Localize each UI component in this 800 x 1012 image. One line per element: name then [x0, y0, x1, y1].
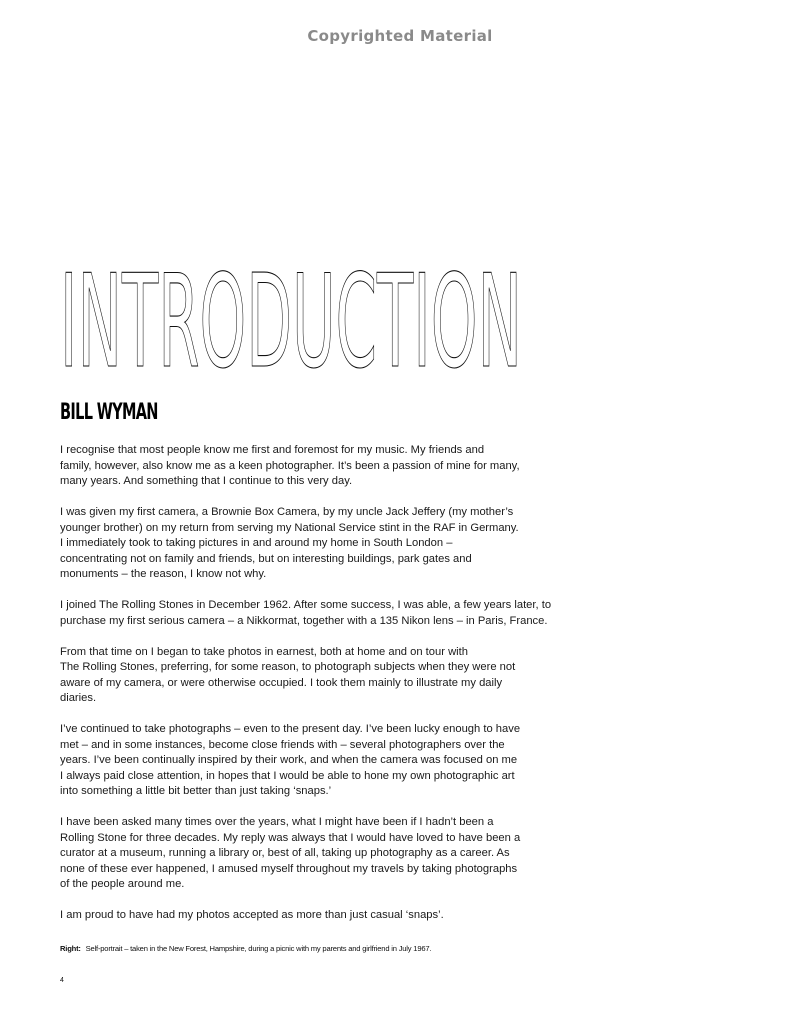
paragraph-line: Rolling Stone for three decades. My reply was always that I would have loved to have been a: [60, 831, 521, 844]
body-paragraph: [60, 443, 530, 490]
paragraph-line: purchase my first serious camera – a Nikkormat, together with a 135 Nikon lens – in Paris, France.: [60, 614, 548, 627]
page-title: [60, 248, 524, 397]
paragraph-line: met – and in some instances, become close friends with – several photographers over the: [60, 738, 505, 751]
body-paragraph: [60, 598, 552, 629]
paragraph-line: I have been asked many times over the years, what I might have been if I hadn’t been a: [60, 816, 494, 828]
paragraph-line: younger brother) on my return from serving my National Service stint in the RAF in Germany.: [60, 521, 519, 534]
paragraph-line: I joined The Rolling Stones in December 1962. After some success, I was able, a few years later, to: [60, 599, 552, 611]
paragraph-line: I recognise that most people know me first and foremost for my music. My friends and: [60, 444, 485, 456]
caption-text: Self-portrait – taken in the New Forest, Hampshire, during a picnic with my parents and girlfriend in July 1967.: [85, 944, 432, 953]
paragraph-line: aware of my camera, or were otherwise occupied. I took them mainly to illustrate my daily: [60, 676, 503, 689]
paragraph-line: many years. And something that I continue to this very day.: [60, 475, 353, 487]
body-paragraph: [60, 908, 530, 924]
photo-caption: [60, 943, 431, 954]
body-paragraph: [60, 722, 530, 800]
paragraph-line: I’ve continued to take photographs – even to the present day. I’ve been lucky enough to have: [60, 723, 521, 735]
author-name: BILL WYMAN: [60, 400, 158, 425]
body-paragraph: [60, 505, 530, 583]
paragraph-line: diaries.: [60, 692, 97, 704]
paragraph-line: I am proud to have had my photos accepted as more than just casual ‘snaps’.: [60, 909, 444, 921]
paragraph-line: concentrating not on family and friends, but on interesting buildings, park gates and: [60, 552, 472, 565]
paragraph-line: family, however, also know me as a keen photographer. It’s been a passion of mine for many,: [60, 459, 520, 472]
page-number: 4: [60, 977, 64, 984]
paragraph-line: curator at a museum, running a library or, best of all, taking up photography as a career. As: [60, 847, 510, 859]
paragraph-line: I was given my first camera, a Brownie Box Camera, by my uncle Jack Jeffery (my mother’s: [60, 506, 514, 518]
copyright-watermark-top: Copyrighted Material: [307, 27, 493, 45]
paragraph-line: I always paid close attention, in hopes that I would be able to hone my own photographic art: [60, 769, 515, 782]
paragraph-line: The Rolling Stones, preferring, for some reason, to photograph subjects when they were not: [60, 661, 516, 673]
caption-label: Right:: [60, 944, 81, 953]
paragraph-line: years. I’ve been continually inspired by their work, and when the camera was focused on me: [60, 754, 518, 766]
body-text: [60, 443, 552, 939]
paragraph-line: none of these ever happened, I amused myself throughout my travels by taking photographs: [60, 862, 518, 875]
paragraph-line: From that time on I began to take photos in earnest, both at home and on tour with: [60, 645, 468, 658]
paragraph-line: into something a little bit better than just taking ‘snaps.’: [60, 785, 332, 797]
paragraph-line: monuments – the reason, I know not why.: [60, 568, 267, 580]
paragraph-line: I immediately took to taking pictures in and around my home in South London –: [60, 537, 453, 549]
page-title-text: INTRODUCTION: [60, 248, 522, 397]
body-paragraph: [60, 645, 530, 707]
paragraph-line: of the people around me.: [60, 878, 185, 890]
body-paragraph: [60, 815, 530, 893]
